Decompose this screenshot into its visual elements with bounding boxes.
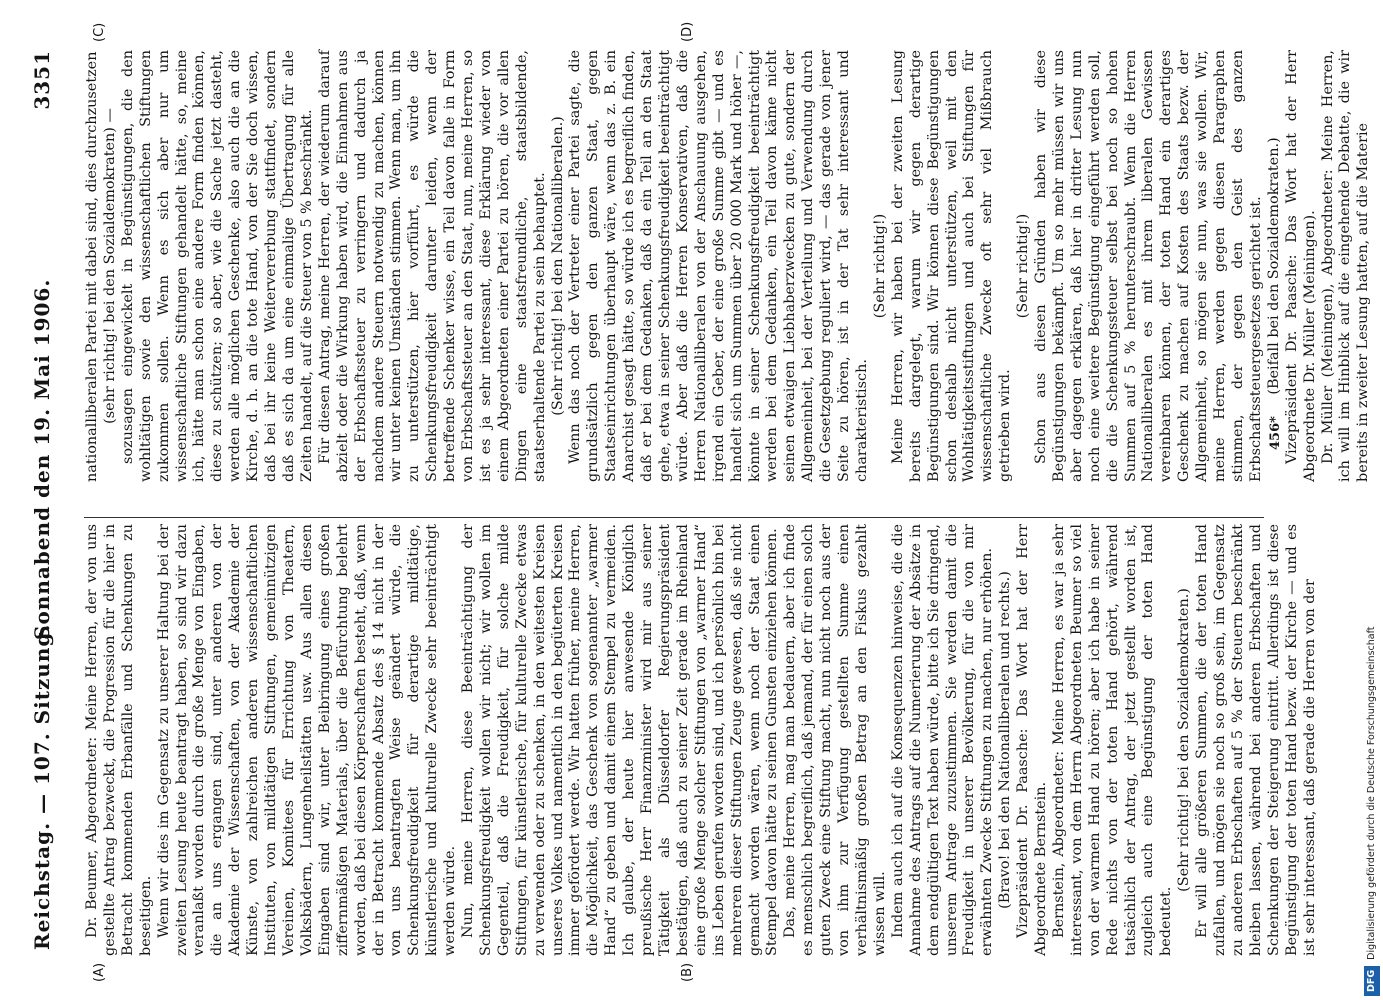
paragraph: sozusagen eingewickelt in Begünstigungen, die den wohltätigen sowie den wissenschaftlichen Stiftungen zukommen sollen. Wenn es sich aber nur um wissenschaftliche Stiftungen gehandelt hätte, so, meine ich, hätte man schon eine andere Form finden können, diese zu schützen; so aber, wie die Sache jetzt dasteht, werden alle möglichen Geschenke, also auch die an die Kirche, d. h. an die tote Hand, von der Sie doch wissen, daß bei ihr keine Weitervererbung stattfindet, sondern daß es sich da um eine einmalige Übertragung für alle Zeiten handelt, auf die Steuer von 5 % beschränkt.: [119, 50, 315, 482]
paragraph: Das, meine Herren, mag man bedauern, aber ich finde es menschlich begreiflich, daß jemand, der für einen solch guten Zweck eine Stiftung macht, nun nicht noch aus der von ihm zur Verfügung gestellten Summe einen verhältnismäßig großen Betrag an den Fiskus gezahlt wissen will.: [782, 524, 888, 956]
paragraph: Vizepräsident Dr. Paasche: Das Wort hat der Herr Abgeordnete Dr. Müller (Meiningen).: [1283, 50, 1318, 482]
paragraph: Meine Herren, wir haben bei der zweiten Lesung bereits dargelegt, warum wir gegen derartige Begünstigungen sind. Wir können diese Begünstigungen schon deshalb nicht unterstützen, weil mit den Wohltätigkeitsstiftungen und auch bei Stiftungen für wissenschaftliche Zwecke oft sehr viel Mißbrauch getrieben wird.: [889, 50, 1014, 482]
margin-marker-c: (C): [92, 22, 107, 42]
page-header: [22, 50, 68, 950]
paragraph: Er will alle größeren Summen, die der toten Hand zufallen, und mögen sie noch so groß sein, im Gegensatz zu anderen Erbschaften auf 5 % der Steuern beschränkt bleiben lassen, während bei anderen Erbschaften und Schenkungen der Steigerung eintritt. Allerdings ist diese Begünstigung der toten Hand bezw. der Kirche — und es ist sehr interessant, daß gerade die Herren von der: [1194, 524, 1318, 956]
paragraph: nationalliberalen Partei mit dabei sind, dies durchzusetzen: [84, 51, 100, 482]
header-page-number: 3351: [30, 50, 54, 110]
margin-marker-b: (B): [680, 962, 695, 982]
interjection: (Sehr richtig! bei den Sozialdemokraten.): [1176, 588, 1193, 892]
interjection: (Sehr richtig! bei den Nationalliberalen.): [549, 116, 566, 416]
paragraph: Dr. Müller (Meiningen), Abgeordneter: Meine Herren, ich will im Hinblick auf die eingehende Debatte, die wir bereits in zweiter Lesung hatten, auf die Materie: [1319, 50, 1372, 482]
interjection: (Sehr richtig!): [871, 213, 888, 319]
header-date: Sonnabend den 19. Mai 1906.: [30, 278, 54, 640]
column-divider: [84, 517, 1264, 518]
dfg-logo: DFG: [1364, 966, 1380, 996]
paragraph: Bernstein, Abgeordneter: Meine Herren, es war ja sehr interessant, von dem Herrn Abgeordneten Beumer so viel von der warmen Hand zu hören; aber ich habe in seiner Rede nichts von der toten Hand gehört, während tatsächlich der Antrag, der jetzt gestellt worden ist, zugleich auch eine Begünstigung der toten Hand bedeutet.: [1050, 524, 1175, 956]
interjection: (Sehr richtig!): [1015, 213, 1032, 319]
margin-marker-a: (A): [92, 962, 107, 982]
paragraph: Schon aus diesen Gründen haben wir diese Begünstigungen bekämpft. Um so mehr müssen wir uns aber dagegen erklären, daß hier in dritter Lesung nun noch eine weitere Begünstigung eingeführt werden soll, die die Schenkungssteuer selbst bei noch so hohen Summen auf 5 % herunterschraubt. Wenn die Herren Nationalliberalen es mit ihrem liberalen Gewissen vereinbaren können, der toten Hand ein derartiges Geschenk zu machen auf Kosten des Staats bezw. der Allgemeinheit, so mögen sie nun, was sie wollen. Wir, meine Herren, werden gegen diesen Paragraphen stimmen, der gegen den Geist des ganzen Erbschaftssteuergesetzes gerichtet ist.: [1033, 50, 1264, 482]
header-session-title: Reichstag. — 107. Sitzung.: [30, 623, 54, 950]
interjection: (Beifall bei den Sozialdemokraten.): [1265, 137, 1282, 395]
left-text-column: [84, 524, 1318, 956]
paragraph: Dr. Beumer, Abgeordneter: Meine Herren, der von uns gestellte Antrag bezweckt, die Progression für die hier in Betracht kommenden Erbanfälle und Schenkungen zu beseitigen.: [84, 524, 154, 956]
margin-marker-d: (D): [680, 21, 695, 42]
digitization-credit: Digitalisierung gefördert durch die Deutsche Forschungsgemeinschaft: [1366, 626, 1377, 960]
paragraph: Für diesen Antrag, meine Herren, der wiederum darauf abzielt oder die Wirkung haben wird, die Einnahmen aus der Erbschaftssteuer zu verringern und dadurch ja nachdem andere Steuern notwendig zu machen, können wir unter keinen Umständen stimmen. Wenn man, um ihn zu unterstützen, hier vorführt, es würde die Schenkungsfreudigkeit darunter leiden, wenn der betreffende Schenker wisse, ein Teil davon falle in Form von Erbschaftssteuer an den Staat, nun, meine Herren, so ist es ja sehr interessant, diese Erklärung wieder von einem Abgeordneten einer Partei zu hören, die vor allen Dingen eine staatsfreundliche, staatsbildende, staatserhaltende Partei zu sein behauptet.: [316, 50, 548, 482]
paragraph: Wenn wir dies im Gegensatz zu unserer Haltung bei der zweiten Lesung heute beantragt haben, so sind wir dazu veranlaßt worden durch die große Menge von Eingaben, die an uns ergangen sind, unter anderen von der Akademie der Wissenschaften, von der Akademie der Künste, von zahlreichen anderen wissenschaftlichen Instituten, von mildtätigen Stiftungen, gemeinnützigen Vereinen, Komitees für Errichtung von Theatern, Volksbädern, Lungenheilstätten usw. Aus allen diesen Eingaben sind wir, unter Beibringung eines großen ziffernmäßigen Materials, über die Befürchtung belehrt worden, daß bei diesen Körperschaften besteht, daß, wenn der in Betracht kommende Absatz des § 14 nicht in der von uns beantragten Weise geändert würde, die Schenkungsfreudigkeit für derartige mildtätige, künstlerische und kulturelle Zwecke sehr beeinträchtigt werden würde.: [155, 524, 459, 956]
paragraph: Nun, meine Herren, diese Beeinträchtigung der Schenkungsfreudigkeit wollen wir nicht; wir wollen im Gegenteil, daß die Freudigkeit, für solche milde Stiftungen, für künstlerische, für kulturelle Zwecke etwas zu verwenden oder zu schenken, in den weitesten Kreisen unseres Volkes und namentlich in den begüterten Kreisen immer gefördert werde. Wir hatten früher, meine Herren, die Möglichkeit, das Geschenk von sogenannter „warmer Hand“ zu geben und damit einem Stempel zu vermeiden. Ich glaube, der heute hier anwesende Königlich preußische Herr Finanzminister wird mir aus seiner Tätigkeit als Düsseldorfer Regierungspräsident bestätigen, daß auch zu seiner Zeit gerade im Rheinland eine große Menge solcher Stiftungen von „warmer Hand“ ins Leben gerufen worden sind, und ich persönlich bin bei mehreren dieser Stiftungen Zeuge gewesen, daß sie nicht gemacht worden wären, wenn noch der Staat einen Stempel davon hätte zu seinen Gunsten einziehen können.: [460, 524, 781, 956]
sheet-number: 456*: [1268, 416, 1283, 450]
interjection: (Bravo! bei den Nationalliberalen und rechts.): [997, 571, 1014, 909]
digitization-side-note: [1364, 6, 1380, 996]
paragraph: Wenn das noch der Vertreter einer Partei sagte, die grundsätzlich gegen den ganzen Staat, gegen Staatseinrichtungen überhaupt wäre, wenn das z. B. ein Anarchist gesagt hätte, so würde ich es begreiflich finden, daß er bei dem Gedanken, daß da ein Teil an den Staat gehe, etwa in seiner Schenkungsfreudigkeit beeinträchtigt würde. Aber daß die Herren Konservativen, daß die Herren Nationalliberalen von der Anschauung ausgehen, irgend ein Geber, der eine große Summe gibt — und es handelt sich um Summen über 20 000 Mark und höher —, könnte in seiner Schenkungsfreudigkeit beeinträchtigt werden bei dem Gedanken, ein Teil davon käme nicht seinen etwaigen Liebhaberzwecken zu gute, sondern der Allgemeinheit, bei der Verteilung und Verwendung durch die Gesetzgebung reguliert wird, — das gerade von jener Seite zu hören, ist in der Tat sehr interessant und charakteristisch.: [567, 50, 870, 482]
paragraph: Indem auch ich auf die Konsequenzen hinweise, die die Annahme des Antrags auf die Numerierung der Absätze in dem endgültigen Text haben würde, bitte ich Sie dringend, unserem Antrage zuzustimmen. Sie werden damit die Freudigkeit in unserer Bevölkerung, für die von mir erwähnten Zwecke Stiftungen zu machen, nur erhöhen.: [889, 524, 996, 956]
interjection: (sehr richtig! bei den Sozialdemokraten) —: [101, 108, 118, 424]
paragraph: Vizepräsident Dr. Paasche: Das Wort hat der Herr Abgeordnete Bernstein.: [1015, 524, 1050, 956]
